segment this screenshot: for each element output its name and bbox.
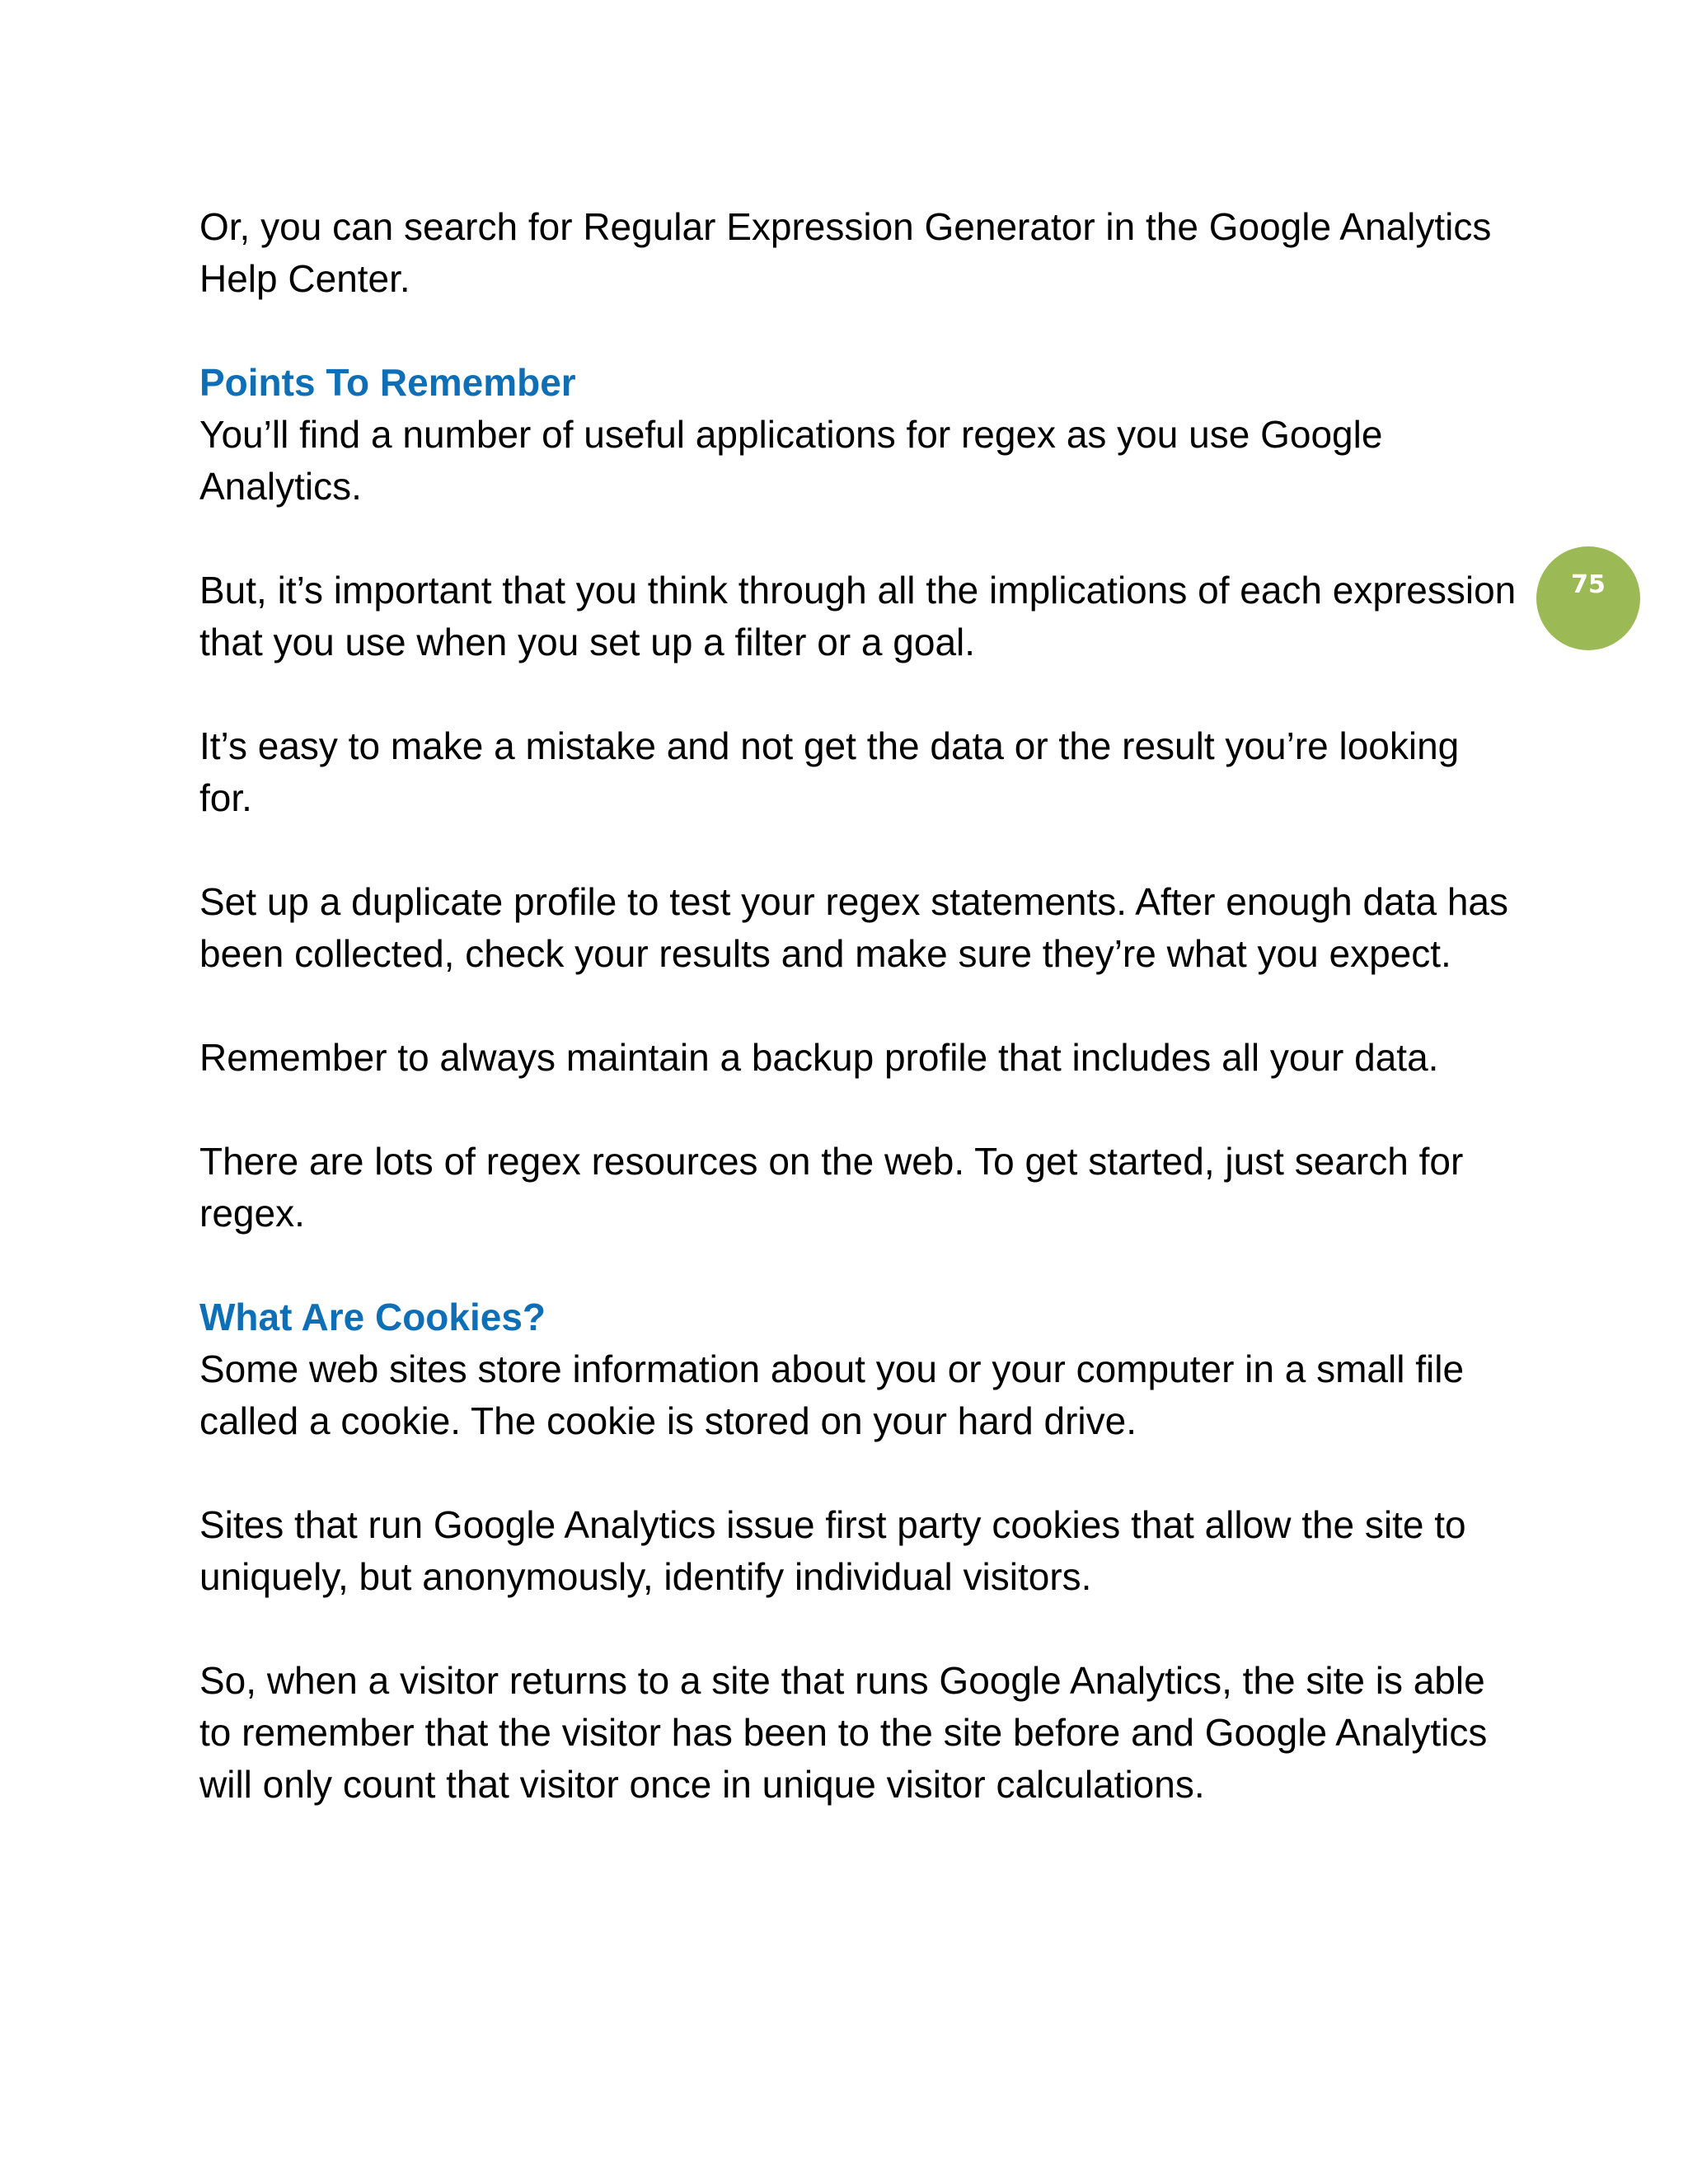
paragraph-backup-profile: Remember to always maintain a backup profile that includes all your data. xyxy=(199,1036,1439,1079)
paragraph-regex-generator: Or, you can search for Regular Expression Generator in the Google Analytics Help Center. xyxy=(199,205,1492,300)
paragraph-regex-resources: There are lots of regex resources on the web. To get started, just search for regex. xyxy=(199,1140,1464,1235)
paragraph-useful-applications: You’ll find a number of useful applications for regex as you use Google Analytics. xyxy=(199,413,1383,508)
paragraph-mistake: It’s easy to make a mistake and not get the data or the result you’re looking for. xyxy=(199,724,1460,819)
paragraph-duplicate-profile: Set up a duplicate profile to test your regex statements. After enough data has been collected, check your results and make sure they’re what you expect. xyxy=(199,880,1508,975)
heading-points-to-remember: Points To Remember xyxy=(199,361,576,404)
paragraph-returning-visitor: So, when a visitor returns to a site that runs Google Analytics, the site is able to remember that the visitor has been to the site before and Google Analytics will only count that visitor once in unique visitor calculations. xyxy=(199,1659,1488,1806)
paragraph-cookie-definition: Some web sites store information about you or your computer in a small file called a cookie. The cookie is stored on your hard drive. xyxy=(199,1347,1465,1442)
page-number: 75 xyxy=(1571,570,1606,599)
page-number-badge xyxy=(1536,546,1640,650)
page-body xyxy=(199,201,1518,1811)
heading-what-are-cookies: What Are Cookies? xyxy=(199,1296,546,1338)
paragraph-first-party-cookies: Sites that run Google Analytics issue first party cookies that allow the site to uniquely, but anonymously, identify individual visitors. xyxy=(199,1503,1466,1598)
paragraph-implications: But, it’s important that you think through all the implications of each expression that you use when you set up a filter or a goal. xyxy=(199,569,1517,663)
